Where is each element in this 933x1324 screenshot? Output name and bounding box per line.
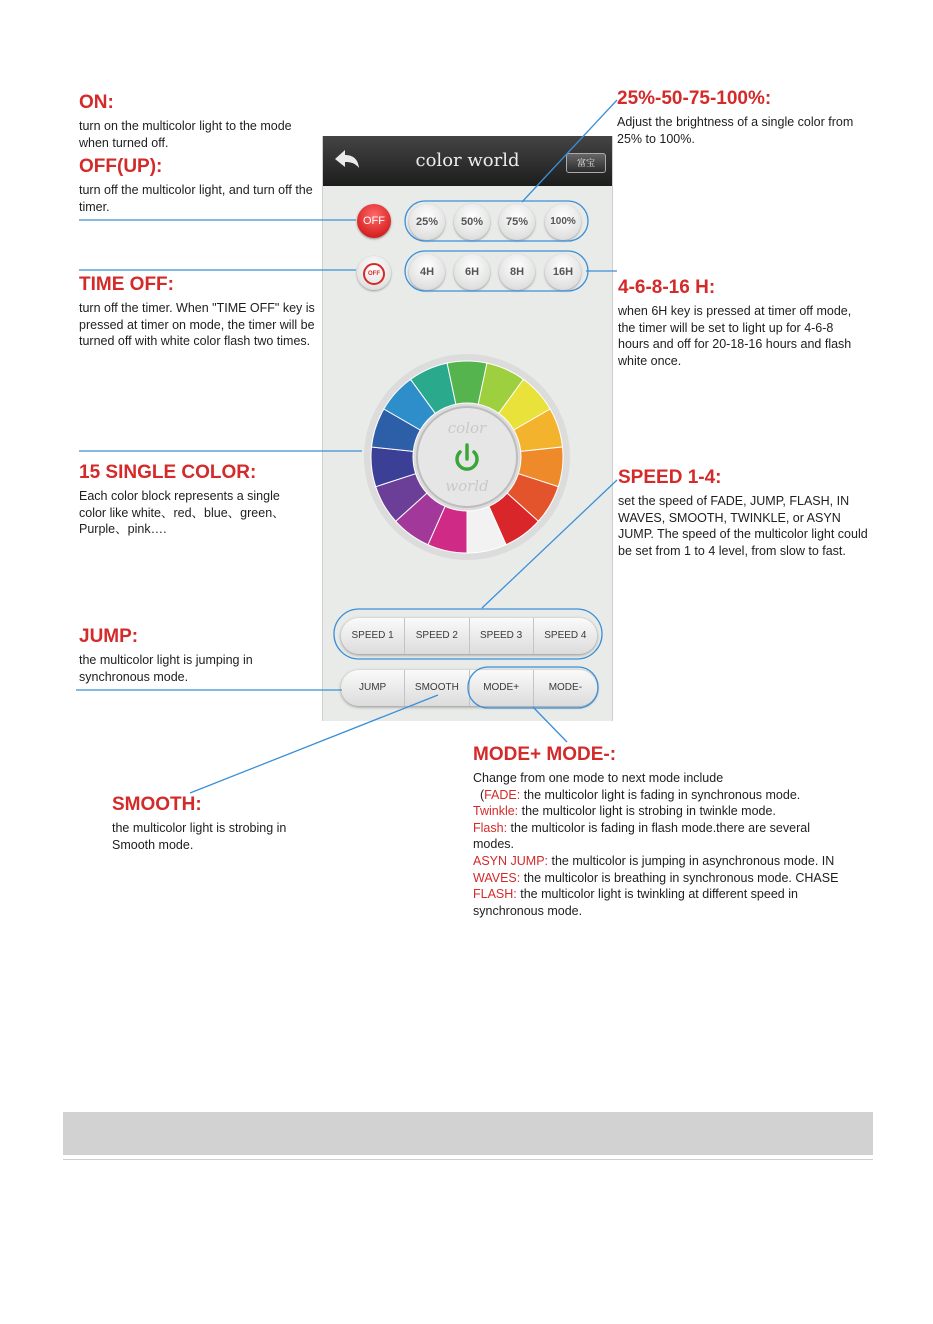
brightness-bar [409,204,589,240]
mode-flash2 [473,886,853,919]
timer-4h-button[interactable]: 4H [409,254,445,290]
mode-waves-key: WAVES: [473,870,521,885]
brightness-75-button[interactable]: 75% [499,204,535,240]
annotation-jump [79,626,309,685]
annotation-brightness [617,88,867,147]
annotation-timer [618,277,863,369]
mode-twinkle-key: Twinkle: [473,804,519,819]
color-wheel [363,353,571,561]
annotation-smooth-text: the multicolor light is strobing in Smooth mode. [112,821,287,852]
mode-twinkle-text: the multicolor light is strobing in twinkle mode. [518,804,776,819]
title-bar [323,136,612,186]
annotation-single-color-text: Each color block represents a single color like white、red、blue、green、Purple、pink…. [79,489,285,537]
annotation-brightness-text: Adjust the brightness of a single color from 25% to 100%. [617,115,854,146]
wheel-text-top: color [447,419,487,437]
annotation-smooth [112,794,332,853]
annotation-single-color [79,462,309,538]
phone-screen [322,136,613,721]
back-button[interactable] [331,146,363,176]
timer-8h-button[interactable]: 8H [499,254,535,290]
mode-twinkle [473,803,853,820]
mode-bar [341,670,597,706]
annotation-on-text: turn on the multicolor light to the mode when turned off. [79,119,292,150]
mode-flash2-key: FLASH: [473,887,517,902]
mode-waves [473,870,853,887]
mode-flash2-text: the multicolor light is twinkling at different speed in synchronous mode. [473,887,798,918]
annotation-off-up [79,156,319,215]
timer-bar [409,254,589,290]
top-right-button[interactable]: 富宝 [566,153,606,173]
annotation-timer-title: 4-6-8-16 H: [618,277,716,298]
mode-asyn-key: ASYN JUMP: [473,853,549,868]
footer-divider [63,1159,873,1160]
annotation-mode-text [473,770,853,919]
mode-minus-button[interactable]: MODE- [533,670,597,706]
timer-16h-button[interactable]: 16H [545,254,581,290]
speed-4-button[interactable]: SPEED 4 [533,618,597,654]
brightness-50-button[interactable]: 50% [454,204,490,240]
annotation-off-up-title: OFF(UP): [79,156,163,177]
speed-3-button[interactable]: SPEED 3 [469,618,533,654]
brightness-100-button[interactable]: 100% [545,204,581,240]
speed-1-button[interactable]: SPEED 1 [351,630,394,641]
jump-button[interactable]: JUMP [359,682,387,693]
app-title: color world [415,150,520,171]
mode-plus-button[interactable]: MODE+ [469,670,533,706]
annotation-speed-text: set the speed of FADE, JUMP, FLASH, IN WAVES, SMOOTH, TWINKLE, or ASYN JUMP. The speed of the multicolor light could be set from 1 to 4 level, from slow to fast. [618,494,868,558]
brightness-25-button[interactable]: 25% [409,204,445,240]
annotation-time-off-title: TIME OFF: [79,274,174,295]
smooth-button[interactable]: SMOOTH [404,670,468,706]
annotation-smooth-title: SMOOTH: [112,794,202,815]
annotation-single-color-title: 15 SINGLE COLOR: [79,462,257,483]
annotation-jump-text: the multicolor light is jumping in synchronous mode. [79,653,253,684]
speed-2-button[interactable]: SPEED 2 [404,618,468,654]
footer-bar [63,1112,873,1155]
mode-asyn-text: the multicolor is jumping in asynchronous mode. IN [548,853,835,868]
off-button[interactable]: OFF [357,204,391,238]
annotation-speed-title: SPEED 1-4: [618,467,722,488]
mode-fade: (FADE: the multicolor light is fading in synchronous mode. [473,787,801,802]
annotation-mode [473,744,853,919]
annotation-jump-title: JUMP: [79,626,139,647]
back-arrow-icon [331,146,363,176]
alarm-clock-icon: OFF [363,263,385,285]
mode-flash-text: the multicolor is fading in flash mode.there are several modes. [473,820,810,852]
annotation-mode-title: MODE+ MODE-: [473,744,617,765]
annotation-on-title: ON: [79,92,114,113]
annotation-on [79,92,319,151]
annotation-brightness-title: 25%-50-75-100%: [617,88,772,109]
timer-off-button[interactable] [357,256,391,290]
mode-fade-text: the multicolor light is fading in synchronous mode. [520,787,801,802]
mode-intro: Change from one mode to next mode include [473,771,724,785]
annotation-off-up-text: turn off the multicolor light, and turn off the timer. [79,183,313,214]
mode-asyn [473,853,853,870]
mode-flash-key: Flash: [473,820,508,835]
mode-flash [473,820,853,853]
annotation-time-off-text: turn off the timer. When "TIME OFF" key is pressed at timer on mode, the timer will be turned off with white color flash two times. [79,301,315,349]
annotation-speed [618,467,868,559]
annotation-timer-text: when 6H key is pressed at timer off mode, the timer will be set to light up for 4-6-8 hours and off for 20-18-16 hours and flash white once. [618,304,852,368]
mode-waves-text: the multicolor is breathing in synchronous mode. CHASE [520,870,839,885]
timer-6h-button[interactable]: 6H [454,254,490,290]
annotation-time-off [79,274,319,350]
speed-bar [341,618,597,654]
wheel-text-bottom: world [445,477,489,495]
mode-fade-key: FADE: [484,787,521,802]
